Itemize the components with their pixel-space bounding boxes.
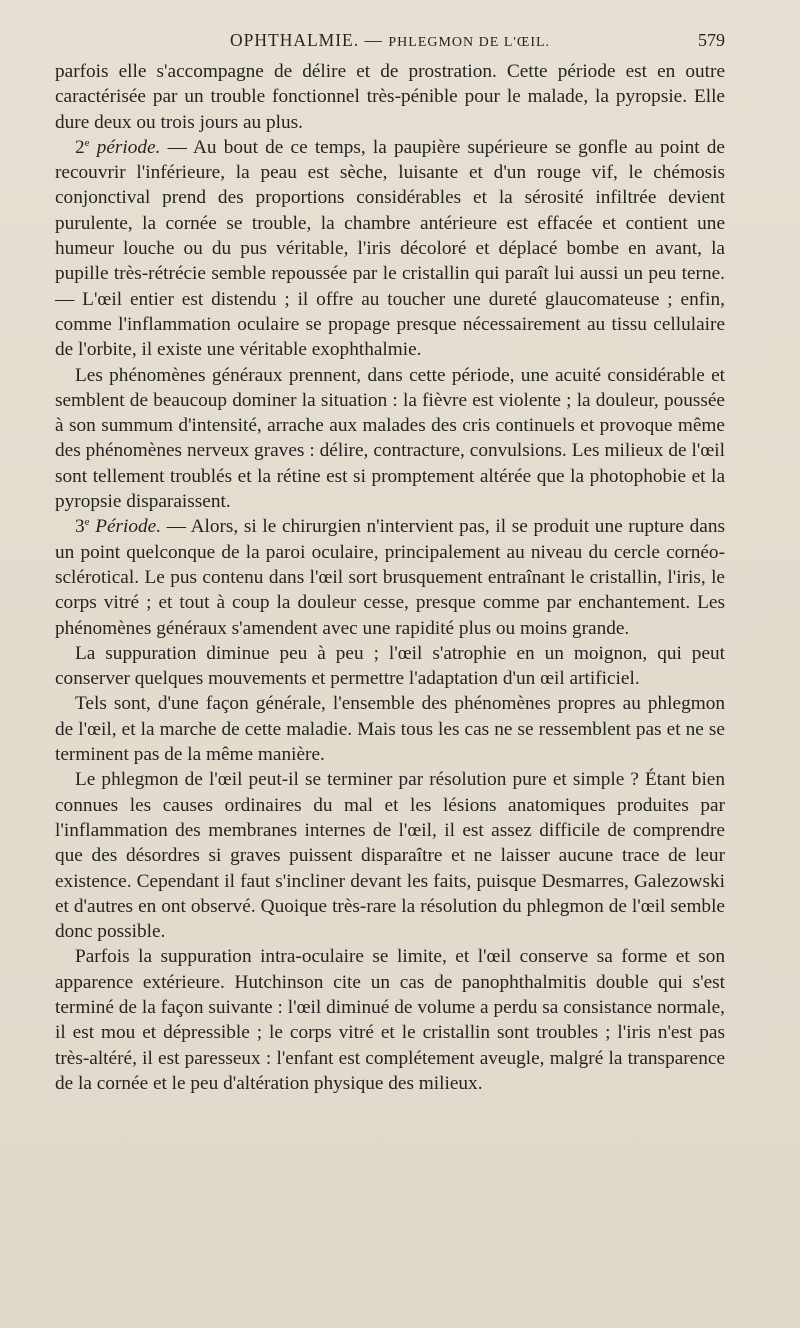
page-number: 579 [698,30,725,50]
paragraph-7: Le phlegmon de l'œil peut-il se terminer par résolution pure et simple ? Étant bien connues les causes ordinaires du mal et les lésions anatomiques produites par l'inflammation des membranes internes de l'œil, il est assez difficile de comprendre que des désordres si graves puissent disparaître et ne laisser aucune trace de leur existence. Cependant il faut s'incliner devant les faits, puisque Desmarres, Galezowski et d'autres en ont observé. Quoique très-rare la résolution du phlegmon de l'œil semble donc possible. [55,769,725,943]
paragraph-6: Tels sont, d'une façon générale, l'ensemble des phénomènes propres au phlegmon de l'œil, et la marche de cette maladie. Mais tous les cas ne se ressemblent pas et ne se terminent pas de la même manière. [55,693,725,766]
period-3-number: 3 [75,516,85,538]
period-3-label: Période. [95,516,162,538]
paragraph-8: Parfois la suppuration intra-oculaire se limite, et l'œil conserve sa forme et son apparence extérieure. Hutchinson cite un cas de panophthalmitis double qui s'est terminé de la façon suivante : l'œil diminué de volume a perdu sa consistance normale, il est mou et dépressible ; le corps vitré et le cristallin sont troubles ; l'iris n'est pas très-altéré, il est paresseux : l'enfant est complétement aveugle, malgré la transparence de la cornée et le peu d'altération physique des milieux. [55,946,725,1094]
period-3-text: — Alors, si le chirurgien n'intervient pas, il se produit une rupture dans un point quelconque de la paroi oculaire, principalement au niveau du cercle cornéo-sclérotical. Le pus contenu dans l'œil sort brusquement entraînant le cristallin, l'iris, le corps vitré ; et tout à coup la douleur cesse, presque comme par enchantement. Les phénomènes généraux s'amendent avec une rapidité plus ou moins grande. [55,516,725,639]
period-2-number: 2 [75,136,85,158]
running-title-dash: — [364,30,383,50]
body-text [55,59,725,1096]
running-header [55,30,725,54]
running-title [230,30,550,51]
paragraph-5: La suppuration diminue peu à peu ; l'œil s'atrophie en un moignon, qui peut conserver quelques mouvements et permettre l'adaptation d'un œil artificiel. [55,642,725,690]
running-title-main: OPHTHALMIE. [230,30,360,50]
paragraph-4 [55,514,725,640]
period-2-sup: e [84,136,90,149]
period-2-text: — Au bout de ce temps, la paupière supérieure se gonfle au point de recouvrir l'inférieure, la peau est sèche, luisante et d'un rouge vif, le chémosis conjonctival prend des proportions considérables et la sérosité infiltrée devient purulente, la cornée se trouble, la chambre antérieure est effacée et contient une humeur louche ou du pus véritable, l'iris décoloré et déplacé bombe en avant, la pupille très-rétrécie semble repoussée par le cristallin qui paraît lui aussi un peu terne. — L'œil entier est distendu ; il offre au toucher une dureté glaucomateuse ; enfin, comme l'inflammation oculaire se propage presque nécessairement au tissu cellulaire de l'orbite, il existe une véritable exophthalmie. [55,136,725,361]
period-3-sup: e [84,516,90,529]
paragraph-1: parfois elle s'accompagne de délire et de prostration. Cette période est en outre caractérisée par un trouble fonctionnel très-pénible pour le malade, la pyropsie. Elle dure deux ou trois jours au plus. [55,61,725,133]
paragraph-2 [55,135,725,363]
paragraph-3: Les phénomènes généraux prennent, dans cette période, une acuité considérable et semblent de beaucoup dominer la situation : la fièvre est violente ; la douleur, poussée à son summum d'intensité, arrache aux malades des cris continuels et provoque même des phénomènes nerveux graves : délire, contracture, convulsions. Les milieux de l'œil sont tellement troublés et la rétine est si promptement altérée que la photophobie et la pyropsie disparaissent. [55,364,725,513]
running-title-sub: PHLEGMON DE L'ŒIL. [388,35,551,50]
period-2-label: période. [96,136,161,158]
